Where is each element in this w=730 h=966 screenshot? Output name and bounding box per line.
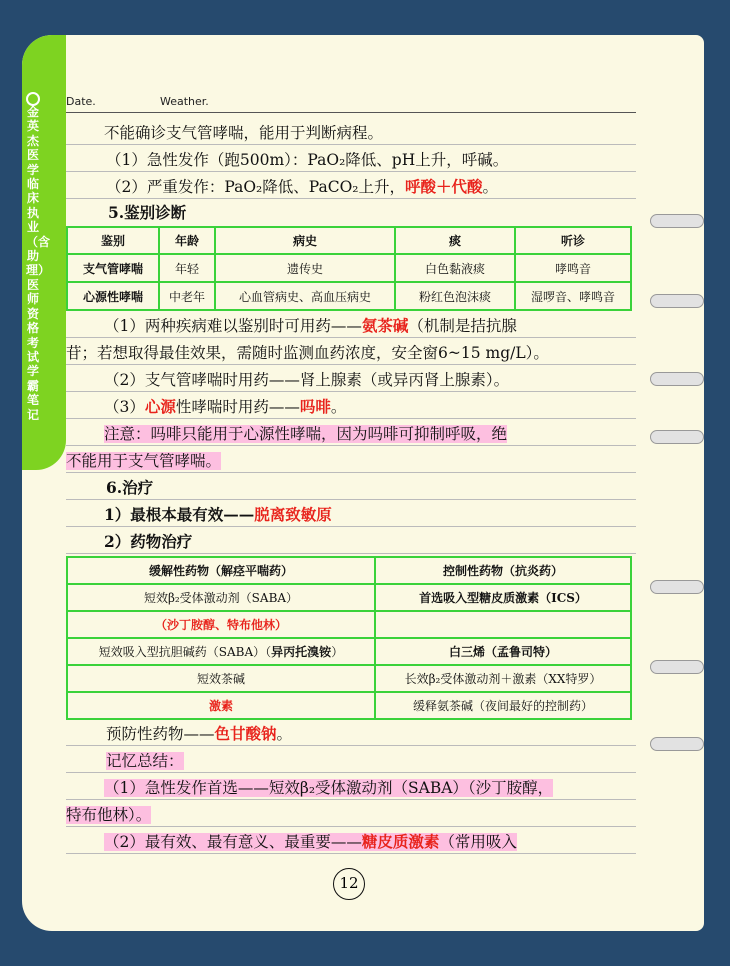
ruled-line <box>66 418 636 419</box>
text-line <box>66 751 676 771</box>
table-cell: 哮鸣音 <box>515 254 631 282</box>
highlighted-note: （1）急性发作首选——短效β₂受体激动剂（SABA）（沙丁胺醇， <box>104 779 554 797</box>
text-line <box>66 805 636 825</box>
emphasis-text: 色甘酸钠 <box>214 724 277 743</box>
text-line: （1）急性发作（跑500m）：PaO₂降低、pH上升，呼碱。 <box>106 151 509 169</box>
highlighted-note: 不能用于支气管哮喘。 <box>66 452 222 470</box>
text-span: 性哮喘时用药—— <box>175 398 300 416</box>
spine-subtitle: 临床执业（含助理）医师资格考试学霸笔记 <box>26 177 51 422</box>
text-span: （常用吸入 <box>439 833 517 851</box>
table-cell: 短效β₂受体激动剂（SABA） <box>67 584 375 611</box>
text-span: （2）最有效、最有意义、最重要—— <box>104 833 362 851</box>
text-span: 短效吸入型抗胆碱药（SABA）（ <box>98 645 272 659</box>
table-cell: 缓释氨茶碱（夜间最好的控制药） <box>375 692 631 719</box>
text-line: 苷；若想取得最佳效果，需随时监测血药浓度，安全窗6~15 mg/L）。 <box>66 344 549 362</box>
text-span: 1）最根本最有效—— <box>104 505 255 524</box>
spine-brand: 金英杰医学 <box>26 105 39 177</box>
text-span: 。 <box>482 178 499 196</box>
ruled-line <box>66 553 636 554</box>
highlighted-note: 特布他林）。 <box>66 806 152 824</box>
highlighted-note: 记忆总结： <box>106 752 184 770</box>
text-line <box>66 177 676 197</box>
table-cell: 湿啰音、哮鸣音 <box>515 282 631 310</box>
text-span: ） <box>331 645 344 659</box>
table-cell: 激素 <box>67 692 375 719</box>
table-cell: 首选吸入型糖皮质激素（ICS） <box>375 584 631 611</box>
ruled-line <box>66 745 636 746</box>
ruled-line <box>66 499 636 500</box>
text-span: 。 <box>330 398 347 416</box>
table-cell: 白三烯（孟鲁司特） <box>375 638 631 665</box>
text-line <box>66 832 674 852</box>
highlighted-note: 注意：吗啡只能用于心源性哮喘，因为吗啡可抑制呼吸，绝 <box>104 425 508 443</box>
emphasis-text: 心源 <box>144 397 176 416</box>
binder-ring-icon <box>650 294 704 308</box>
table-header-cell: 控制性药物（抗炎药） <box>375 557 631 584</box>
highlighted-note <box>104 833 517 851</box>
emphasis-text: 呼酸＋代酸 <box>405 177 483 196</box>
emphasis-text: 糖皮质激素 <box>361 832 440 851</box>
text-span: （机制是拮抗腺 <box>408 317 517 335</box>
ruled-line <box>66 853 636 854</box>
ruled-line <box>66 144 636 145</box>
differential-diagnosis-table <box>66 226 632 311</box>
binder-ring-icon <box>650 580 704 594</box>
table-cell: 年轻 <box>159 254 215 282</box>
header-rule <box>66 112 636 113</box>
ruled-line <box>66 526 636 527</box>
ruled-line <box>66 826 636 827</box>
table-header-cell: 痰 <box>395 227 515 254</box>
ruled-line <box>66 772 636 773</box>
table-header-cell: 鉴别 <box>67 227 159 254</box>
ruled-line <box>66 337 636 338</box>
table-cell: 中老年 <box>159 282 215 310</box>
table-cell: 长效β₂受体激动剂＋激素（XX特罗） <box>375 665 631 692</box>
ruled-line <box>66 171 636 172</box>
text-span: （3） <box>104 398 145 416</box>
table-cell: 支气管哮喘 <box>67 254 159 282</box>
table-header-cell: 病史 <box>215 227 395 254</box>
drug-therapy-table <box>66 556 632 720</box>
date-label: Date. <box>66 95 96 108</box>
text-span: （1）两种疾病难以鉴别时可用药—— <box>104 317 362 335</box>
text-line: 不能确诊支气管哮喘，能用于判断病程。 <box>104 124 384 142</box>
table-cell: （沙丁胺醇、特布他林） <box>67 611 375 638</box>
text-line <box>66 724 676 744</box>
text-line <box>66 451 636 471</box>
ruled-line <box>66 364 636 365</box>
ruled-line <box>66 198 636 199</box>
table-cell: 心源性哮喘 <box>67 282 159 310</box>
table-header-cell: 年龄 <box>159 227 215 254</box>
text-line <box>66 505 674 525</box>
text-span: 。 <box>276 725 293 743</box>
section-heading: 6.治疗 <box>106 478 154 497</box>
table-cell <box>67 638 375 665</box>
emphasis-text: 氨茶碱 <box>361 316 409 335</box>
table-header-cell: 缓解性药物（解痉平喘药） <box>67 557 375 584</box>
ruled-line <box>66 472 636 473</box>
brand-logo-icon <box>26 92 40 106</box>
table-cell: 白色黏液痰 <box>395 254 515 282</box>
weather-label: Weather. <box>160 95 209 108</box>
text-line: 2）药物治疗 <box>104 532 193 551</box>
section-heading: 5.鉴别诊断 <box>108 203 187 222</box>
table-cell: 短效茶碱 <box>67 665 375 692</box>
text-line: （2）支气管哮喘时用药——肾上腺素（或异丙肾上腺素）。 <box>104 371 510 389</box>
table-cell: 粉红色泡沫痰 <box>395 282 515 310</box>
ruled-line <box>66 799 636 800</box>
text-line <box>66 397 674 417</box>
text-span: （2）严重发作：PaO₂降低、PaCO₂上升， <box>106 178 406 196</box>
spine-title <box>26 105 51 422</box>
binder-ring-icon <box>650 660 704 674</box>
table-cell: 心血管病史、高血压病史 <box>215 282 395 310</box>
text-line <box>66 424 674 444</box>
text-span: 异丙托溴铵 <box>271 645 332 659</box>
text-line <box>66 316 674 336</box>
emphasis-text: 脱离致敏原 <box>254 505 332 524</box>
table-header-cell: 听诊 <box>515 227 631 254</box>
page-number: 12 <box>333 868 365 900</box>
table-cell <box>375 611 631 638</box>
text-line <box>66 778 674 798</box>
emphasis-text: 吗啡 <box>299 397 331 416</box>
ruled-line <box>66 391 636 392</box>
table-cell: 遗传史 <box>215 254 395 282</box>
ruled-line <box>66 445 636 446</box>
text-span: 预防性药物—— <box>106 725 215 743</box>
